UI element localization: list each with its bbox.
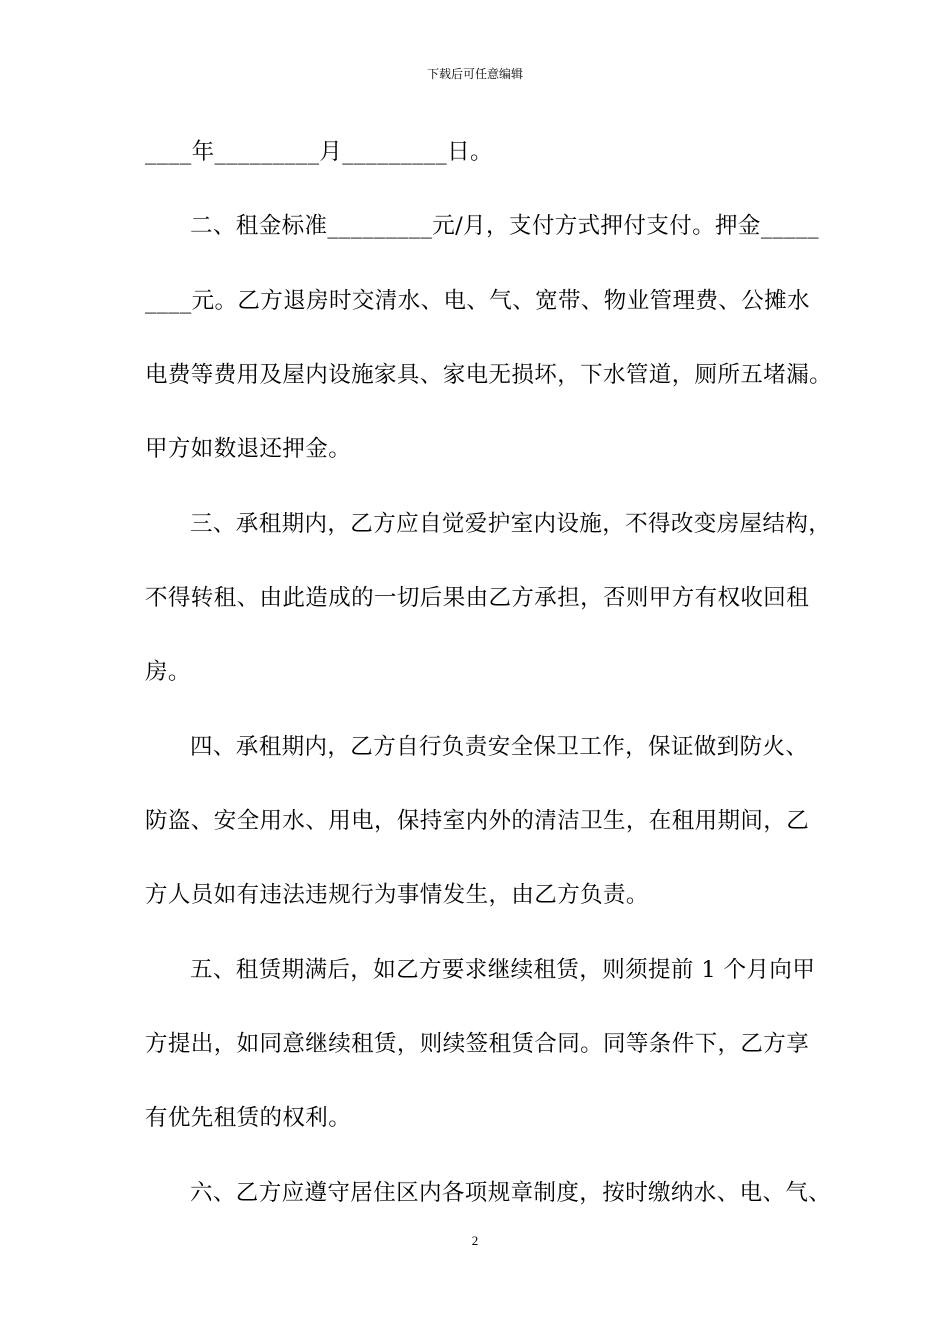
clause-3-line-1: 三、承租期内，乙方应自觉爱护室内设施，不得改变房屋结构， (190, 511, 832, 537)
clause-5-line-1: 五、租赁期满后，如乙方要求继续租赁，则须提前 1 个月向甲 (190, 957, 816, 983)
clause-6-line-1: 六、乙方应遵守居住区内各项规章制度，按时缴纳水、电、气、 (190, 1180, 832, 1206)
clause-5-line-2: 方提出，如同意继续租赁，则续签租赁合同。同等条件下，乙方享 (145, 1031, 810, 1057)
clause-3-line-3: 房。 (145, 659, 191, 685)
page-header: 下载后可任意编辑 (426, 67, 523, 81)
clause-4-line-1: 四、承租期内，乙方自行负责安全保卫工作，保证做到防火、 (190, 734, 809, 760)
date-line: ____年_________月_________日。 (145, 139, 493, 165)
clause-3-line-2: 不得转租、由此造成的一切后果由乙方承担，否则甲方有权收回租 (145, 585, 810, 611)
clause-5-line-3: 有优先租赁的权利。 (145, 1105, 352, 1131)
clause-2-line-4: 甲方如数退还押金。 (145, 436, 352, 462)
clause-4-line-2: 防盗、安全用水、用电，保持室内外的清洁卫生，在租用期间，乙 (145, 808, 810, 834)
clause-2-line-2: ____元。乙方退房时交清水、电、气、宽带、物业管理费、公摊水 (145, 288, 810, 314)
clause-2-line-1: 二、租金标准_________元/月，支付方式押付支付。押金_____ (190, 213, 820, 239)
clause-2-line-3: 电费等费用及屋内设施家具、家电无损坏，下水管道，厕所五堵漏。 (145, 362, 833, 388)
clause-4-line-3: 方人员如有违法违规行为事情发生，由乙方负责。 (145, 882, 649, 908)
page-number: 2 (471, 1233, 479, 1248)
